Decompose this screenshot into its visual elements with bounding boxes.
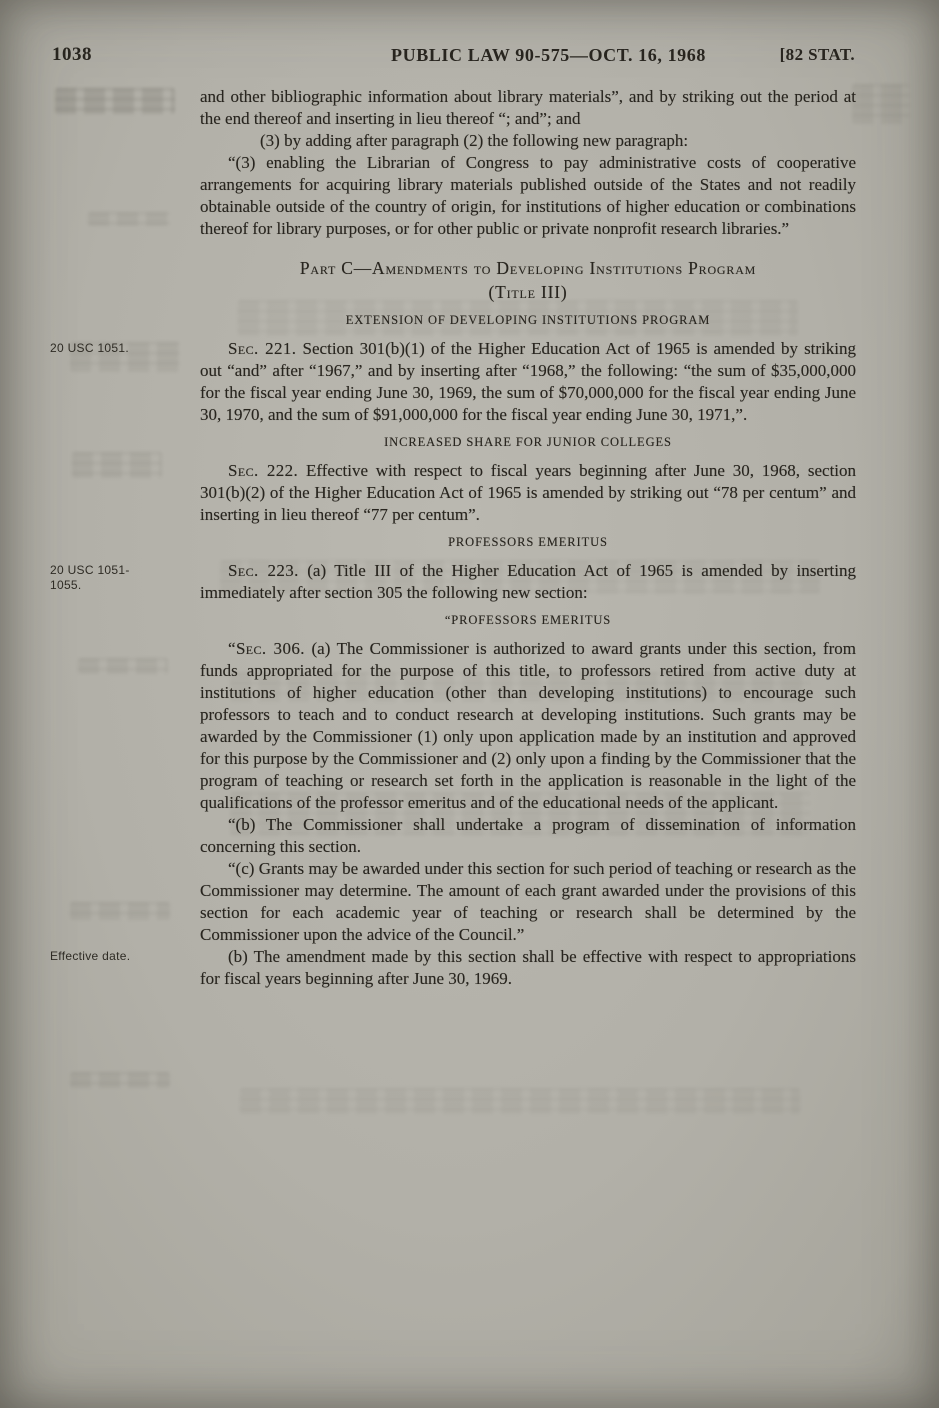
heading-professors-emeritus-quoted: “PROFESSORS EMERITUS	[444, 613, 612, 627]
paragraph-quoted-3: “(3) enabling the Librarian of Congress to pay administrative costs of cooperative arrangements for acquiring library materials published outside of the States and not readily obtainable outside of the country of origin, for institutions of higher education or combinations thereof for library purposes, or for other public or private nonprofit research libraries.”	[200, 153, 856, 238]
margin-note-effective-date: Effective date.	[50, 949, 131, 963]
section-223-label: Sec. 223.	[228, 561, 299, 580]
paragraph-continuation: and other bibliographic information about library materials”, and by striking out the period at the end thereof and inserting in lieu thereof “; and”; and	[200, 87, 856, 128]
bleed-through-artifact	[240, 1088, 800, 1114]
section-306-text: (a) The Commissioner is authorized to award grants under this section, from funds appropriated for the purpose of this title, to professors retired from active duty at institutions of higher education (other than developing institutions) to encourage such professors to teach and to conduct research at developing institutions. Such grants may be awarded by the Commissioner (1) only upon application made by an institution and approved for this purpose by the Commissioner and (2) only upon a finding by the Commissioner that the program of teaching or research set forth in the application is reasonable in the light of the qualifications of the professor emeritus and of the educational needs of the applicant.	[200, 639, 856, 812]
part-c-heading-line1: Part C—Amendments to Developing Institutions Program	[299, 258, 757, 278]
section-306-label: “Sec. 306.	[228, 639, 305, 658]
effective-date-paragraph	[50, 946, 856, 990]
heading-increased-share: INCREASED SHARE FOR JUNIOR COLLEGES	[384, 435, 672, 449]
bleed-through-artifact	[78, 658, 168, 674]
subsection-b-paragraph: “(b) The Commissioner shall undertake a program of dissemination of information concerning this section.	[200, 815, 856, 856]
section-222-paragraph	[200, 460, 856, 526]
bleed-through-artifact	[70, 902, 170, 920]
margin-note-usc-1051: 20 USC 1051.	[50, 341, 129, 355]
section-222-label: Sec. 222.	[228, 461, 299, 480]
statute-text-column	[50, 86, 857, 990]
section-306-paragraph	[200, 638, 856, 814]
page-number: 1038	[52, 44, 92, 65]
section-223-paragraph	[50, 560, 857, 604]
subsection-c-paragraph: “(c) Grants may be awarded under this section for such period of teaching or research as the Commissioner may determine. The amount of each grant awarded under the provisions of this section for each academic year of teaching or research shall be determined by the Commissioner upon the advice of the Council.”	[200, 859, 856, 944]
section-221-text: Section 301(b)(1) of the Higher Education Act of 1965 is amended by striking out “and” after “1967,” and by inserting after “1968,” the following: “the sum of $35,000,000 for the fiscal year ending June 30, 1969, the sum of $70,000,000 for the fiscal year ending June 30, 1970, and the sum of $91,000,000 for the fiscal year ending June 30, 1971,”.	[200, 339, 857, 424]
bleed-through-artifact	[55, 88, 175, 114]
margin-note-usc-1051-1055: 20 USC 1051-1055.	[50, 563, 130, 592]
part-c-heading	[200, 256, 856, 304]
section-223-text: (a) Title III of the Higher Education Act of 1965 is amended by inserting immediately after section 305 the following new section:	[200, 561, 857, 602]
section-221-label: Sec. 221.	[228, 339, 297, 358]
effective-date-text: (b) The amendment made by this section shall be effective with respect to appropriations for fiscal years beginning after June 30, 1969.	[200, 947, 856, 988]
heading-professors-emeritus: PROFESSORS EMERITUS	[448, 535, 608, 549]
part-c-heading-line2: (Title III)	[488, 282, 568, 302]
law-title: PUBLIC LAW 90-575—OCT. 16, 1968	[391, 45, 706, 65]
bleed-through-artifact	[72, 452, 162, 478]
section-221-paragraph	[50, 338, 857, 426]
bleed-through-artifact	[852, 84, 910, 124]
heading-extension-of-program: EXTENSION OF DEVELOPING INSTITUTIONS PROGRAM	[345, 313, 711, 327]
statute-volume-reference: [82 STAT.	[779, 45, 855, 64]
bleed-through-artifact	[88, 212, 170, 226]
bleed-through-artifact	[70, 1072, 170, 1088]
section-222-text: Effective with respect to fiscal years beginning after June 30, 1968, section 301(b)(2) of the Higher Education Act of 1965 is amended by striking out “78 per centum” and inserting in lieu thereof “77 per centum”.	[200, 461, 857, 524]
paragraph-amendment-3: (3) by adding after paragraph (2) the following new paragraph:	[260, 131, 689, 150]
